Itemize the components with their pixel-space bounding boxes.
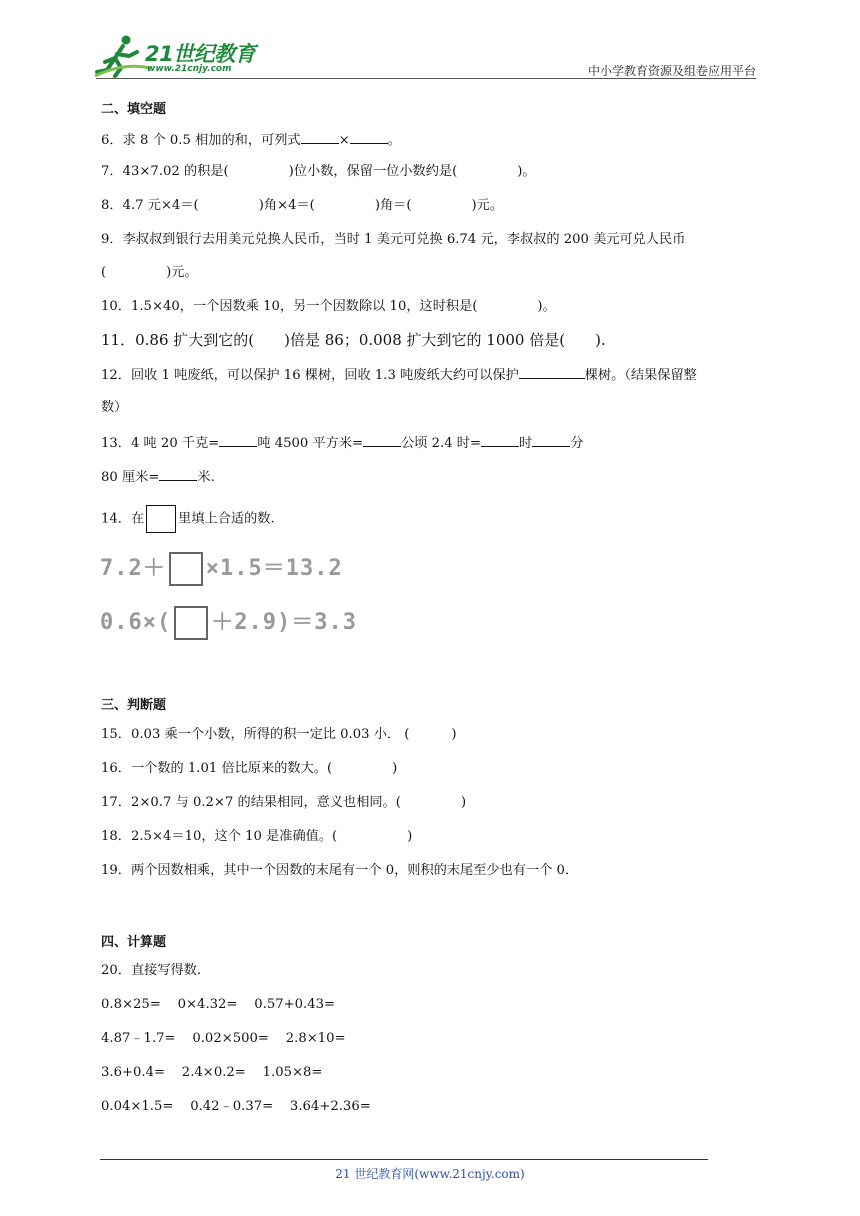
section-title-fill-blank: 二、填空题 [101,102,167,117]
section-title-calculation: 四、计算题 [101,935,167,950]
runner-logo-icon [93,32,153,78]
question-9-answer: ( )元。 [101,265,198,280]
section-title-true-false: 三、判断题 [101,698,167,713]
question-13: 13．4 吨 20 千克= 吨 4500 平方米= 公顷 2.4 时= 时 分 [101,436,584,451]
question-15: 15．0.03 乘一个小数，所得的积一定比 0.03 小． ( ) [101,727,457,742]
footer-divider [100,1159,708,1160]
answer-blank[interactable] [350,131,388,144]
question-9: 9．李叔叔到银行去用美元兑换人民币，当时 1 美元可兑换 6.74 元，李叔叔的 200 美元可兑人民币 [101,232,686,247]
answer-blank[interactable] [363,434,401,447]
question-6: 6．求 8 个 0.5 相加的和，可列式 × 。 [101,133,401,148]
equation-1: 7.2＋ ×1.5＝13.2 [100,551,343,586]
calc-row: 3.6+0.4= 2.4×0.2= 1.05×8= [101,1065,323,1080]
calc-row: 4.87﹣1.7= 0.02×500= 2.8×10= [101,1031,346,1046]
header-divider [96,78,756,79]
equation-answer-box[interactable] [169,552,203,586]
question-18: 18．2.5×4＝10，这个 10 是准确值。( ) [101,829,413,844]
answer-blank[interactable] [219,434,257,447]
page-header [0,0,860,86]
question-8: 8．4.7 元×4＝( )角×4＝( )角＝( )元。 [101,198,504,213]
calc-row: 0.8×25= 0×4.32= 0.57+0.43= [101,997,336,1012]
question-20: 20．直接写得数. [101,963,202,978]
logo-url-text: www.21cnjy.com [147,64,232,74]
question-19: 19．两个因数相乘，其中一个因数的末尾有一个 0，则积的末尾至少也有一个 0． [101,863,579,878]
answer-blank[interactable] [519,366,585,379]
question-16: 16．一个数的 1.01 倍比原来的数大。( ) [101,761,398,776]
equation-2: 0.6×( ＋2.9)＝3.3 [100,605,357,640]
answer-blank[interactable] [481,434,519,447]
site-logo[interactable] [93,32,263,78]
question-12: 12．回收 1 吨废纸，可以保护 16 棵树，回收 1.3 吨废纸大约可以保护 棵树。（结果保留整 [101,368,697,383]
question-11: 11．0.86 扩大到它的( )倍是 86；0.008 扩大到它的 1000 倍是( ). [101,331,606,349]
answer-blank[interactable] [532,434,570,447]
answer-blank[interactable] [159,468,197,481]
question-12-cont: 数） [101,400,128,415]
equation-answer-box[interactable] [174,606,208,640]
question-17: 17．2×0.7 与 0.2×7 的结果相同，意义也相同。( ) [101,795,467,810]
question-7: 7．43×7.02 的积是( )位小数，保留一位小数约是( )。 [101,164,536,179]
answer-blank[interactable] [301,131,339,144]
header-platform-text: 中小学教育资源及组卷应用平台 [587,64,756,78]
calc-row: 0.04×1.5= 0.42﹣0.37= 3.64+2.36= [101,1099,371,1114]
question-14: 14．在 里填上合适的数. [101,505,275,533]
question-10: 10．1.5×40，一个因数乘 10，另一个因数除以 10，这时积是( )。 [101,299,556,314]
logo-brand-text: 21世纪教育 [145,42,256,66]
question-13-cont: 80 厘米= 米. [101,470,215,485]
answer-box[interactable] [146,505,176,533]
footer-text[interactable]: 21 世纪教育网(www.21cnjy.com) [335,1167,525,1181]
